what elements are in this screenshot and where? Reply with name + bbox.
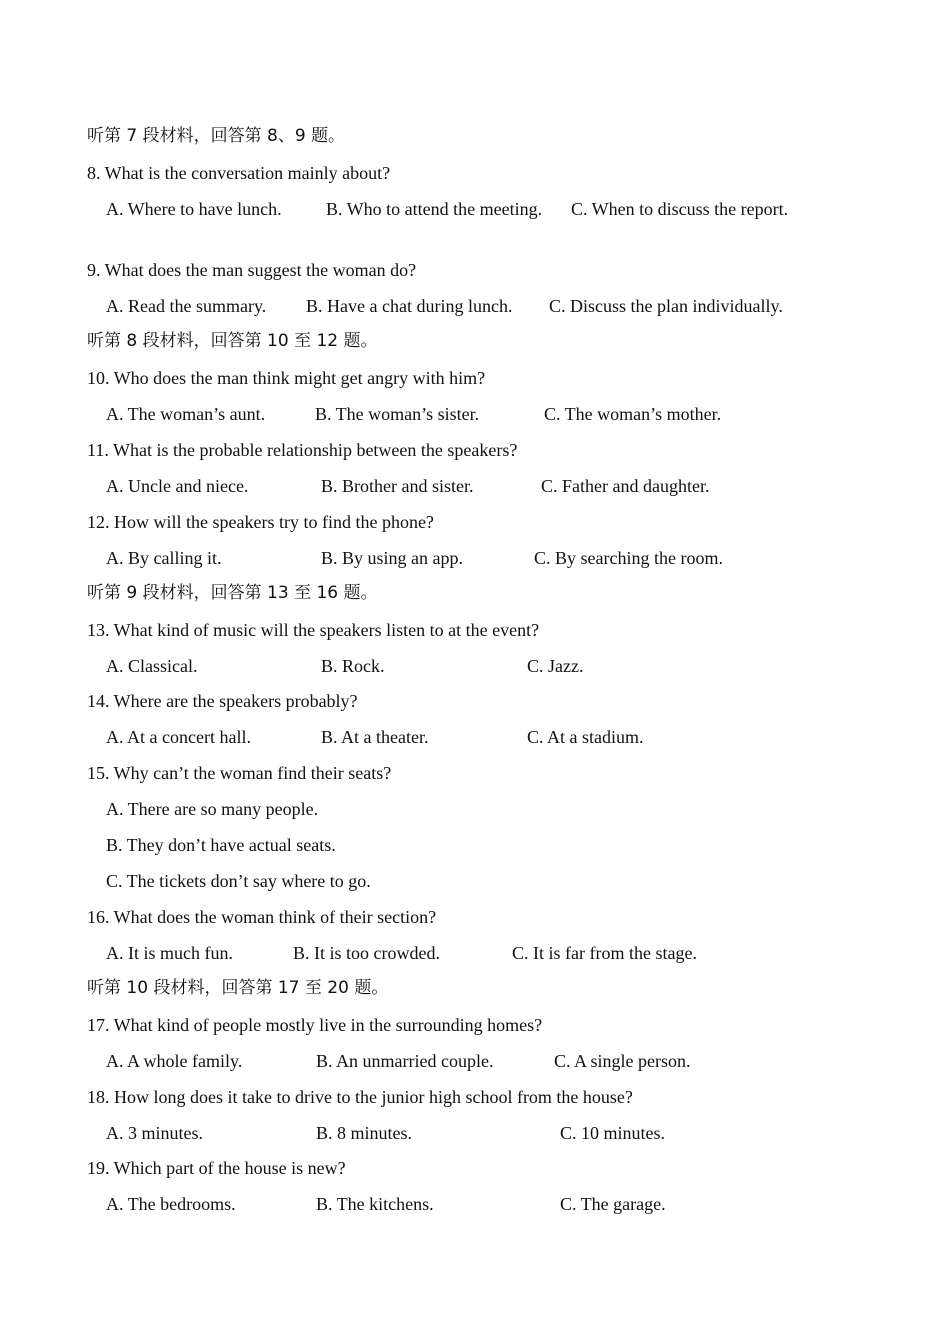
option-b: B. They don’t have actual seats. [106, 835, 336, 855]
option-c: C. Jazz. [527, 656, 584, 676]
question-stem: 8. What is the conversation mainly about? [87, 163, 391, 183]
option-a: A. The bedrooms. [106, 1194, 236, 1214]
option-b: B. An unmarried couple. [316, 1051, 494, 1071]
option-a: A. Where to have lunch. [106, 199, 282, 219]
section-heading: 听第 9 段材料，回答第 13 至 16 题。 [87, 583, 378, 603]
option-c: C. Discuss the plan individually. [549, 296, 783, 316]
option-c: C. A single person. [554, 1051, 691, 1071]
section-heading: 听第 7 段材料，回答第 8、9 题。 [87, 126, 346, 146]
option-b: B. By using an app. [321, 548, 463, 568]
question-stem: 10. Who does the man think might get angry with him? [87, 368, 486, 388]
option-a: A. 3 minutes. [106, 1123, 203, 1143]
question-stem: 9. What does the man suggest the woman do? [87, 260, 417, 280]
question-stem: 13. What kind of music will the speakers listen to at the event? [87, 620, 540, 640]
question-stem: 14. Where are the speakers probably? [87, 691, 358, 711]
option-b: B. At a theater. [321, 727, 429, 747]
question-stem: 17. What kind of people mostly live in the surrounding homes? [87, 1015, 543, 1035]
option-a: A. At a concert hall. [106, 727, 251, 747]
option-b: B. Rock. [321, 656, 385, 676]
option-a: A. Classical. [106, 656, 198, 676]
question-stem: 19. Which part of the house is new? [87, 1158, 346, 1178]
question-stem: 12. How will the speakers try to find the phone? [87, 512, 434, 532]
option-a: A. There are so many people. [106, 799, 319, 819]
option-b: B. The woman’s sister. [315, 404, 480, 424]
option-c: C. By searching the room. [534, 548, 723, 568]
section-heading: 听第 8 段材料，回答第 10 至 12 题。 [87, 331, 378, 351]
option-b: B. It is too crowded. [293, 943, 440, 963]
option-a: A. A whole family. [106, 1051, 243, 1071]
option-a: A. By calling it. [106, 548, 222, 568]
option-c: C. At a stadium. [527, 727, 644, 747]
option-c: C. When to discuss the report. [571, 199, 789, 219]
question-stem: 18. How long does it take to drive to the junior high school from the house? [87, 1087, 633, 1107]
option-b: B. Who to attend the meeting. [326, 199, 543, 219]
option-b: B. The kitchens. [316, 1194, 434, 1214]
option-a: A. Uncle and niece. [106, 476, 249, 496]
option-c: C. It is far from the stage. [512, 943, 697, 963]
option-b: B. Brother and sister. [321, 476, 474, 496]
question-stem: 11. What is the probable relationship between the speakers? [87, 440, 518, 460]
question-stem: 16. What does the woman think of their section? [87, 907, 437, 927]
section-heading: 听第 10 段材料，回答第 17 至 20 题。 [87, 978, 389, 998]
option-b: B. Have a chat during lunch. [306, 296, 513, 316]
option-c: C. 10 minutes. [560, 1123, 666, 1143]
option-c: C. Father and daughter. [541, 476, 710, 496]
option-a: A. It is much fun. [106, 943, 233, 963]
option-c: C. The tickets don’t say where to go. [106, 871, 371, 891]
question-stem: 15. Why can’t the woman find their seats? [87, 763, 392, 783]
option-c: C. The garage. [560, 1194, 666, 1214]
option-b: B. 8 minutes. [316, 1123, 413, 1143]
option-c: C. The woman’s mother. [544, 404, 722, 424]
option-a: A. Read the summary. [106, 296, 267, 316]
option-a: A. The woman’s aunt. [106, 404, 266, 424]
